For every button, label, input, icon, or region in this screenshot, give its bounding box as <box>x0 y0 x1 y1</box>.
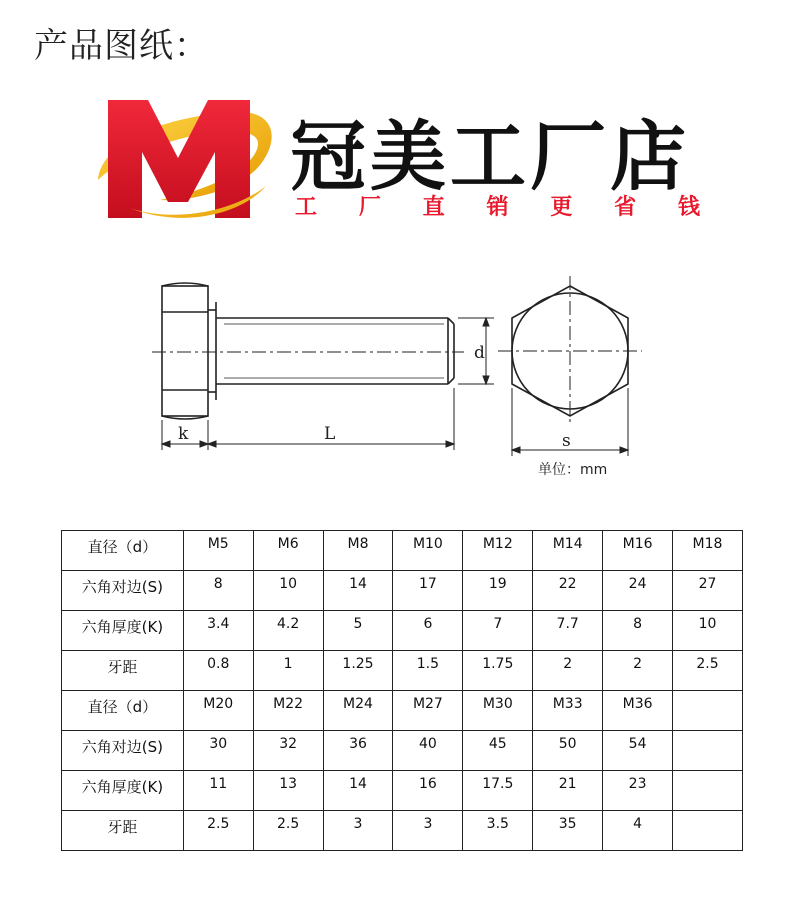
table-cell: 7 <box>463 611 533 651</box>
table-cell <box>673 811 743 851</box>
table-cell: 22 <box>533 571 603 611</box>
table-cell: M10 <box>393 531 463 571</box>
table-cell: 7.7 <box>533 611 603 651</box>
table-cell: 30 <box>183 731 253 771</box>
row-label: 六角对边(S) <box>62 571 184 611</box>
logo-letter-m <box>108 100 250 218</box>
table-cell: 1 <box>253 651 323 691</box>
table-cell: 27 <box>673 571 743 611</box>
table-cell: 54 <box>603 731 673 771</box>
row-label: 六角对边(S) <box>62 731 184 771</box>
table-cell: 2.5 <box>183 811 253 851</box>
bolt-side-view <box>162 283 454 419</box>
table-cell: 3 <box>393 811 463 851</box>
table-cell: 3 <box>323 811 393 851</box>
table-cell: 4.2 <box>253 611 323 651</box>
table-cell: 32 <box>253 731 323 771</box>
table-cell: 40 <box>393 731 463 771</box>
table-cell: 16 <box>393 771 463 811</box>
slogan-char: 钱 <box>677 195 700 220</box>
table-cell: 8 <box>603 611 673 651</box>
table-cell: M8 <box>323 531 393 571</box>
label-s: s <box>562 431 571 451</box>
table-cell: M27 <box>393 691 463 731</box>
row-label: 牙距 <box>62 811 184 851</box>
table-cell: 2 <box>603 651 673 691</box>
table-cell: M24 <box>323 691 393 731</box>
table-cell: 23 <box>603 771 673 811</box>
table-cell: M18 <box>673 531 743 571</box>
table-cell: 3.5 <box>463 811 533 851</box>
table-cell: M12 <box>463 531 533 571</box>
table-row <box>62 771 743 811</box>
row-label: 六角厚度(K) <box>62 611 184 651</box>
table-cell: 10 <box>253 571 323 611</box>
row-label: 直径（d） <box>62 691 184 731</box>
table-cell: M5 <box>183 531 253 571</box>
table-row <box>62 531 743 571</box>
slogan-char: 更 <box>550 195 573 220</box>
row-label: 牙距 <box>62 651 184 691</box>
table-cell: 36 <box>323 731 393 771</box>
table-cell: M30 <box>463 691 533 731</box>
page-heading: 产品图纸： <box>34 26 209 66</box>
row-label: 直径（d） <box>62 531 184 571</box>
slogan-char: 直 <box>422 195 445 220</box>
table-row <box>62 731 743 771</box>
table-cell: 5 <box>323 611 393 651</box>
table-cell: 45 <box>463 731 533 771</box>
table-cell <box>673 691 743 731</box>
table-cell: 21 <box>533 771 603 811</box>
table-row <box>62 571 743 611</box>
brand-logo <box>90 90 280 225</box>
label-k: k <box>178 424 189 444</box>
table-cell: 13 <box>253 771 323 811</box>
slogan-char: 工 <box>295 195 318 220</box>
table-cell: 2.5 <box>253 811 323 851</box>
table-cell: 10 <box>673 611 743 651</box>
table-cell <box>673 771 743 811</box>
table-cell: 1.25 <box>323 651 393 691</box>
table-row <box>62 691 743 731</box>
slogan-char: 省 <box>614 195 637 220</box>
table-cell: 1.75 <box>463 651 533 691</box>
brand-banner <box>90 90 710 230</box>
table-cell: 1.5 <box>393 651 463 691</box>
table-cell: 50 <box>533 731 603 771</box>
table-cell: 14 <box>323 571 393 611</box>
table-row <box>62 651 743 691</box>
table-cell: 35 <box>533 811 603 851</box>
table-cell: 0.8 <box>183 651 253 691</box>
unit-label: 单位：mm <box>538 462 608 478</box>
slogan-char: 厂 <box>358 195 381 220</box>
dimension-k-l <box>162 388 454 450</box>
table-cell: M33 <box>533 691 603 731</box>
table-cell: 24 <box>603 571 673 611</box>
table-cell: 19 <box>463 571 533 611</box>
table-cell: 11 <box>183 771 253 811</box>
brand-slogan <box>295 190 700 221</box>
slogan-char: 销 <box>486 195 509 220</box>
table-row <box>62 811 743 851</box>
table-cell: 2 <box>533 651 603 691</box>
table-cell: M14 <box>533 531 603 571</box>
table-cell: 8 <box>183 571 253 611</box>
table-cell: M22 <box>253 691 323 731</box>
label-l: L <box>324 424 336 444</box>
table-cell: M16 <box>603 531 673 571</box>
table-cell: 6 <box>393 611 463 651</box>
table-cell: 2.5 <box>673 651 743 691</box>
brand-name: 冠美工厂店 <box>290 112 690 201</box>
table-cell: 14 <box>323 771 393 811</box>
table-cell <box>673 731 743 771</box>
table-cell: 17.5 <box>463 771 533 811</box>
table-cell: 17 <box>393 571 463 611</box>
table-cell: M6 <box>253 531 323 571</box>
table-cell: 4 <box>603 811 673 851</box>
table-cell: 3.4 <box>183 611 253 651</box>
table-cell: M36 <box>603 691 673 731</box>
bolt-technical-drawing <box>148 262 668 482</box>
row-label: 六角厚度(K) <box>62 771 184 811</box>
table-cell: M20 <box>183 691 253 731</box>
label-d: d <box>474 343 485 363</box>
table-row <box>62 611 743 651</box>
spec-table <box>61 530 743 851</box>
